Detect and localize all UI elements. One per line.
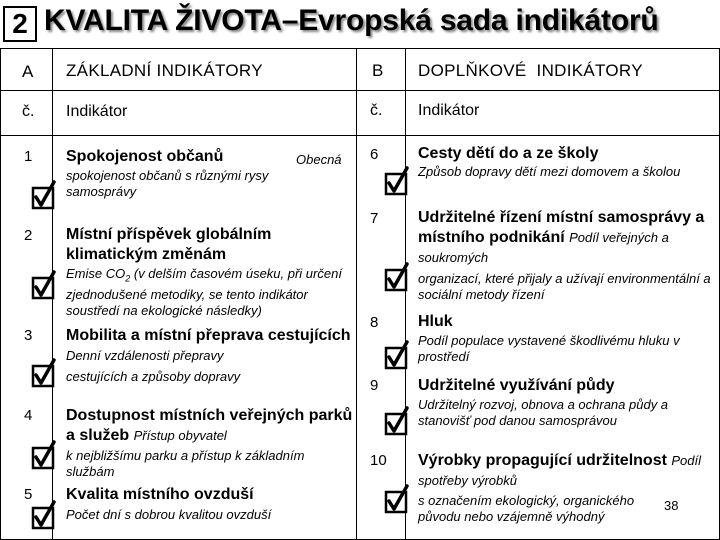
indicator-name: Udržitelné využívání půdy [418,377,615,394]
indicator-description: cestujících a způsoby dopravy [66,369,241,384]
checkbox-checked-icon [30,440,58,470]
checkbox-checked-icon [383,484,411,514]
indicator-description: Udržitelný rozvoj, obnova a ochrana půdy a stanovišť pod danou samosprávou [418,397,669,428]
column-header-indicator: Indikátor [418,102,480,119]
indicator-description: Podíl populace vystavené škodlivému hluku v prostředí [418,333,680,364]
column-divider [356,48,357,540]
indicator-number: 1 [24,148,33,165]
page-title: KVALITA ŽIVOTA–Evropská sada indikátorů [44,4,659,37]
checkbox-checked-icon [383,340,411,370]
section-title-basic: ZÁKLADNÍ INDIKÁTORY [66,61,263,80]
indicator-description: spokojenost občanů s různými rysy samosprávy [66,168,269,199]
indicator-number: 7 [370,210,379,227]
checkbox-checked-icon [383,406,411,436]
section-title-supplementary: DOPLŇKOVÉ INDIKÁTORY [418,61,643,80]
indicator-name: Cesty dětí do a ze školy [418,145,599,162]
indicator-name: Výrobky propagující udržitelnost Podíl spotřeby výrobků [418,452,702,488]
section-letter-a: A [22,62,34,81]
checkbox-checked-icon [30,180,58,210]
indicator-description: Způsob dopravy dětí mezi domovem a školou [418,164,681,179]
checkbox-checked-icon [30,358,58,388]
slide-number: 2 [3,6,37,42]
indicator-name: Místní příspěvek globálním klimatickým změnám [66,226,272,263]
indicator-description: organizací, které přijaly a užívají environmentální a sociální metody řízení [418,271,711,302]
column-header-indicator: Indikátor [66,103,128,120]
checkbox-checked-icon [383,262,411,292]
header-divider [0,135,720,136]
header-divider [0,90,720,91]
indicator-name: Hluk [418,313,453,330]
indicator-description: s označením ekologický, organického původu nebo vzájemně výhodný [418,493,635,524]
checkbox-checked-icon [30,500,58,530]
checkbox-checked-icon [30,270,58,300]
indicator-number: 8 [370,314,379,331]
table-border-left [0,48,1,540]
indicator-number: 6 [370,146,379,163]
indicator-name: Kvalita místního ovzduší [66,486,254,503]
column-divider [405,48,406,540]
indicator-name: Udržitelné řízení místní samosprávy a místního podnikání Podíl veřejných a soukromých [418,209,705,265]
page-number: 38 [664,498,679,513]
indicator-name: Spokojenost občanů [66,148,224,165]
indicator-name: Mobilita a místní přeprava cestujících Denní vzdálenosti přepravy [66,327,351,363]
checkbox-checked-icon [383,166,411,196]
table-border-top [0,48,720,49]
indicator-number: 10 [370,452,387,469]
indicator-number: 3 [24,327,33,344]
indicator-description: Počet dní s dobrou kvalitou ovzduší [66,507,272,522]
indicator-name: Dostupnost místních veřejných parků a služeb Přístup obyvatel [66,407,353,444]
indicator-number: 9 [370,377,379,394]
column-header-number: č. [370,102,383,119]
indicator-description: Emise $CO_2$ (v delším časovém úseku, při určení zjednodušené metodiky, se tento indikátor soustředí na ekologické následky) [66,266,342,318]
column-header-number: č. [22,103,35,120]
indicator-number: 5 [24,486,33,503]
indicator-description: k nejbližšímu parku a přístup k základním službám [66,448,305,479]
indicator-tag: Obecná [296,152,342,167]
indicator-number: 4 [24,407,33,424]
section-letter-b: B [372,61,384,80]
indicator-number: 2 [24,227,33,244]
